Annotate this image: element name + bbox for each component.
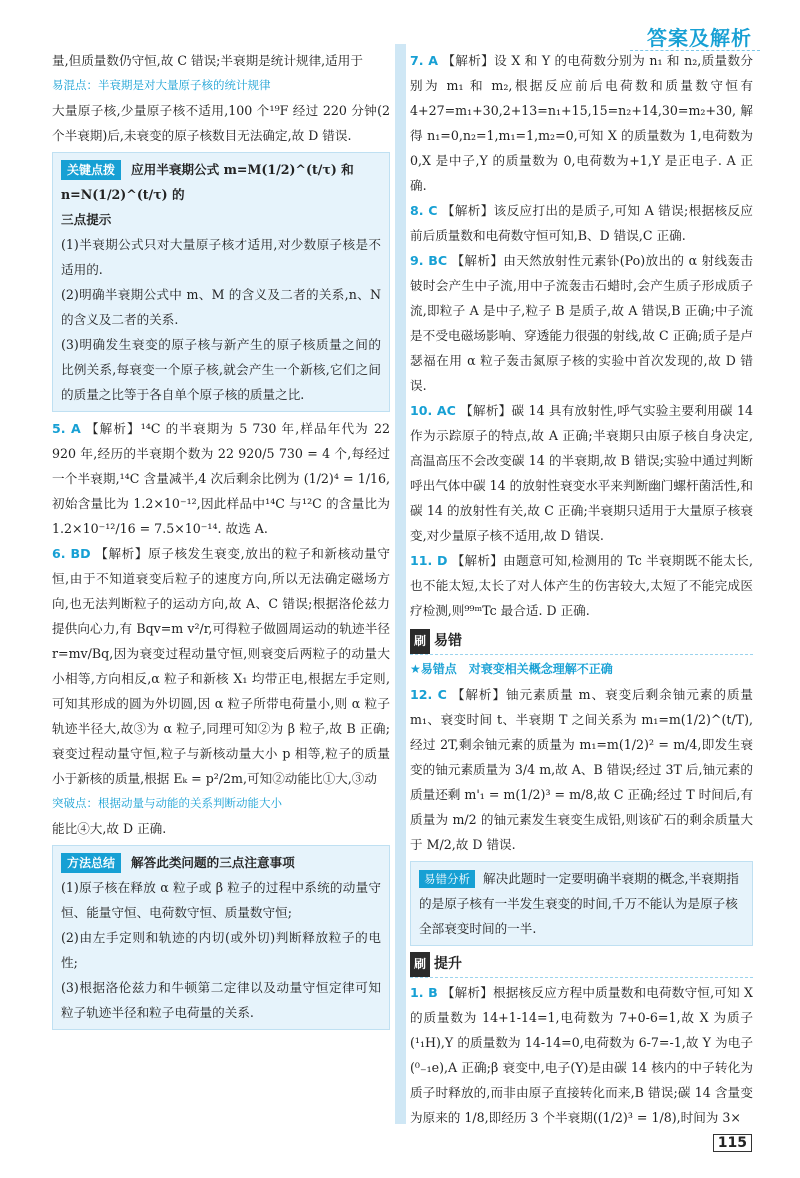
section-heading-improve: 刷 提升 (410, 952, 753, 978)
key-tip-item: (2)明确半衰期公式中 m、M 的含义及二者的关系,n、N 的含义及二者的关系. (61, 287, 381, 327)
answer-6: 6. BD 【解析】原子核发生衰变,放出的粒子和新核动量守恒,由于不知道衰变后粒子的速度方向,所以无法确定磁场方向,也无法判断粒子的运动方向,故 A、C 错误;根据洛伦兹力提供向心力,有 Bqv=m v²/r,可得粒子做圆周运动的轨迹半径 r=mv/Bq,因为衰变过程动量守恒,则衰变后两粒子的动量大小相等,方向相反,α 粒子和新核 X₁ 均带正电,根据左手定则,可知其形成的圆为外切圆,因 α 粒子所带电荷量小,则 α 粒子轨迹半径大,故③为 α 粒子,同理可知②为 β 粒子,故 B 正确;衰变过程动量守恒,粒子与新核动量大小 p 相等,粒子的质量小于新核的质量,根据 Eₖ = p²/2m,可知②动能比①大,③动 (52, 546, 390, 786)
answer-5: 5. A 【解析】¹⁴C 的半衰期为 5 730 年,样品年代为 22 920 年,经历的半衰期个数为 22 920/5 730 = 4 个,每经过一个半衰期,¹⁴C 含量减半,4 次后剩余比例为 (1/2)⁴ = 1/16,初始含量比为 1.2×10⁻¹²,因此样品中¹⁴C 与¹²C 的含量比为 1.2×10⁻¹²/16 = 7.5×10⁻¹⁴. 故选 A. (52, 421, 390, 536)
key-tip-item: (1)半衰期公式只对大量原子核才适用,对少数原子核是不适用的. (61, 237, 381, 277)
key-tips-title: 三点提示 (61, 212, 112, 227)
method-summary-title: 解答此类问题的三点注意事项 (131, 855, 295, 870)
answer-7: 7. A 【解析】设 X 和 Y 的电荷数分别为 n₁ 和 n₂,质量数分别为 m₁ 和 m₂,根据反应前后电荷数和质量数守恒有 4+27=m₁+30,2+13=n₁+15,15=n₂+14,30=m₂+30,解得 n₁=0,n₂=1,m₁=1,m₂=0,可知 X 的质量数为 1,电荷数为 0,X 是中子,Y 的质量数为 0,电荷数为+1,Y 是正电子. A 正确. (410, 53, 753, 193)
error-point-title: ★易错点 对衰变相关概念理解不正确 (410, 662, 613, 676)
error-analysis-box (410, 861, 753, 946)
method-summary-head: 方法总结 (61, 853, 121, 873)
page-number: 115 (713, 1134, 752, 1152)
key-tips-formula: 应用半衰期公式 m=M(1/2)^(t/τ) 和 n=N(1/2)^(t/τ) 的 (61, 162, 354, 202)
page-header-title: 答案及解析 (647, 26, 752, 50)
key-tips-box (52, 152, 390, 412)
section-heading-error-prone: 刷 易错 (410, 629, 753, 655)
paragraph-half-life: 大量原子核,少量原子核不适用,100 个¹⁹F 经过 220 分钟(2 个半衰期)后,未衰变的原子核数目无法确定,故 D 错误. (52, 103, 390, 143)
right-column (410, 48, 753, 1130)
method-item: (1)原子核在释放 α 粒子或 β 粒子的过程中系统的动量守恒、能量守恒、电荷数守恒、质量数守恒; (61, 880, 381, 920)
error-analysis-text: 解决此题时一定要明确半衰期的概念,半衰期指的是原子核有一半发生衰变的时间,千万不能认为是原子核全部衰变时间的一半. (419, 871, 739, 936)
left-column (52, 48, 390, 1034)
answer-10: 10. AC 【解析】碳 14 具有放射性,呼气实验主要利用碳 14 作为示踪原子的特点,故 A 正确;半衰期只由原子核自身决定,高温高压不会改变碳 14 的半衰期,故 B 错误;实验中通过判断呼出气体中碳 14 的放射性衰变水平来判断幽门螺杆菌活性,和碳 14 的放射性有关,故 C 正确;半衰期只适用于大量原子核衰变,对少量原子核不适用,故 D 错误. (410, 403, 753, 543)
answer-improve-1: 1. B 【解析】根据核反应方程中质量数和电荷数守恒,可知 X 的质量数为 14+1-14=1,电荷数为 7+0-6=1,故 X 为质子(¹₁H),Y 的质量数为 14-14=0,电荷数为 6-7=-1,故 Y 为电子(⁰₋₁e),A 正确;β 衰变中,电子(Y)是由碳 14 核内的中子转化为质子时释放的,而非由原子直接转化而来,B 错误;碳 14 含量变为原来的 1/8,即经历 3 个半衰期((1/2)³ = 1/8),时间为 3× (410, 985, 753, 1125)
answer-9: 9. BC 【解析】由天然放射性元素钋(Po)放出的 α 射线轰击铍时会产生中子流,用中子流轰击石蜡时,会产生质子形成质子流,即粒子 A 是中子,粒子 B 是质子,故 A 错误,B 正确;中子流是不受电磁场影响、穿透能力很强的射线,故 C 正确;质子是卢瑟福在用 α 粒子轰击氮原子核的实验中首次发现的,故 D 错误. (410, 253, 753, 393)
error-analysis-tag: 易错分析 (419, 870, 475, 888)
method-item: (3)根据洛伦兹力和牛顿第二定律以及动量守恒定律可知粒子轨迹半径和粒子电荷量的关系. (61, 980, 381, 1020)
answer-12: 12. C 【解析】铀元素质量 m、衰变后剩余铀元素的质量 m₁、衰变时间 t、半衰期 T 之间关系为 m₁=m(1/2)^(t/T),经过 2T,剩余铀元素的质量为 m₁=m(1/2)² = m/4,即发生衰变的铀元素质量为 3/4 m,故 A、B 错误;经过 3T 后,铀元素的质量还剩 m'₁ = m(1/2)³ = m/8,故 C 正确;经过 T 时间后,有质量为 m/2 的铀元素发生衰变生成铅,则该矿石的剩余质量大于 M/2,故 D 错误. (410, 687, 753, 852)
callout-note-confusion: 易混点：半衰期是对大量原子核的统计规律 (52, 78, 271, 92)
callout-note-breakthrough: 突破点：根据动量与动能的关系判断动能大小 (52, 796, 282, 810)
key-tips-head: 关键点拨 (61, 160, 121, 180)
method-summary-box (52, 845, 390, 1030)
key-tip-item: (3)明确发生衰变的原子核与新产生的原子核质量之间的比例关系,每衰变一个原子核,就会产生一个新核,它们之间的质量之比等于各自单个原子核的质量之比. (61, 337, 381, 402)
answer-11: 11. D 【解析】由题意可知,检测用的 Tc 半衰期既不能太长,也不能太短,太长了对人体产生的伤害较大,太短了不能完成医疗检测,则⁹⁹ᵐTc 最合适. D 正确. (410, 553, 753, 618)
answer-8: 8. C 【解析】该反应打出的是质子,可知 A 错误;根据核反应前后质量数和电荷数守恒可知,B、D 错误,C 正确. (410, 203, 753, 243)
column-divider-bar (395, 44, 406, 1124)
paragraph-continued: 量,但质量数仍守恒,故 C 错误;半衰期是统计规律,适用于 (52, 53, 363, 68)
method-item: (2)由左手定则和轨迹的内切(或外切)判断释放粒子的电性; (61, 930, 381, 970)
answer-6-tail: 能比④大,故 D 正确. (52, 821, 167, 836)
